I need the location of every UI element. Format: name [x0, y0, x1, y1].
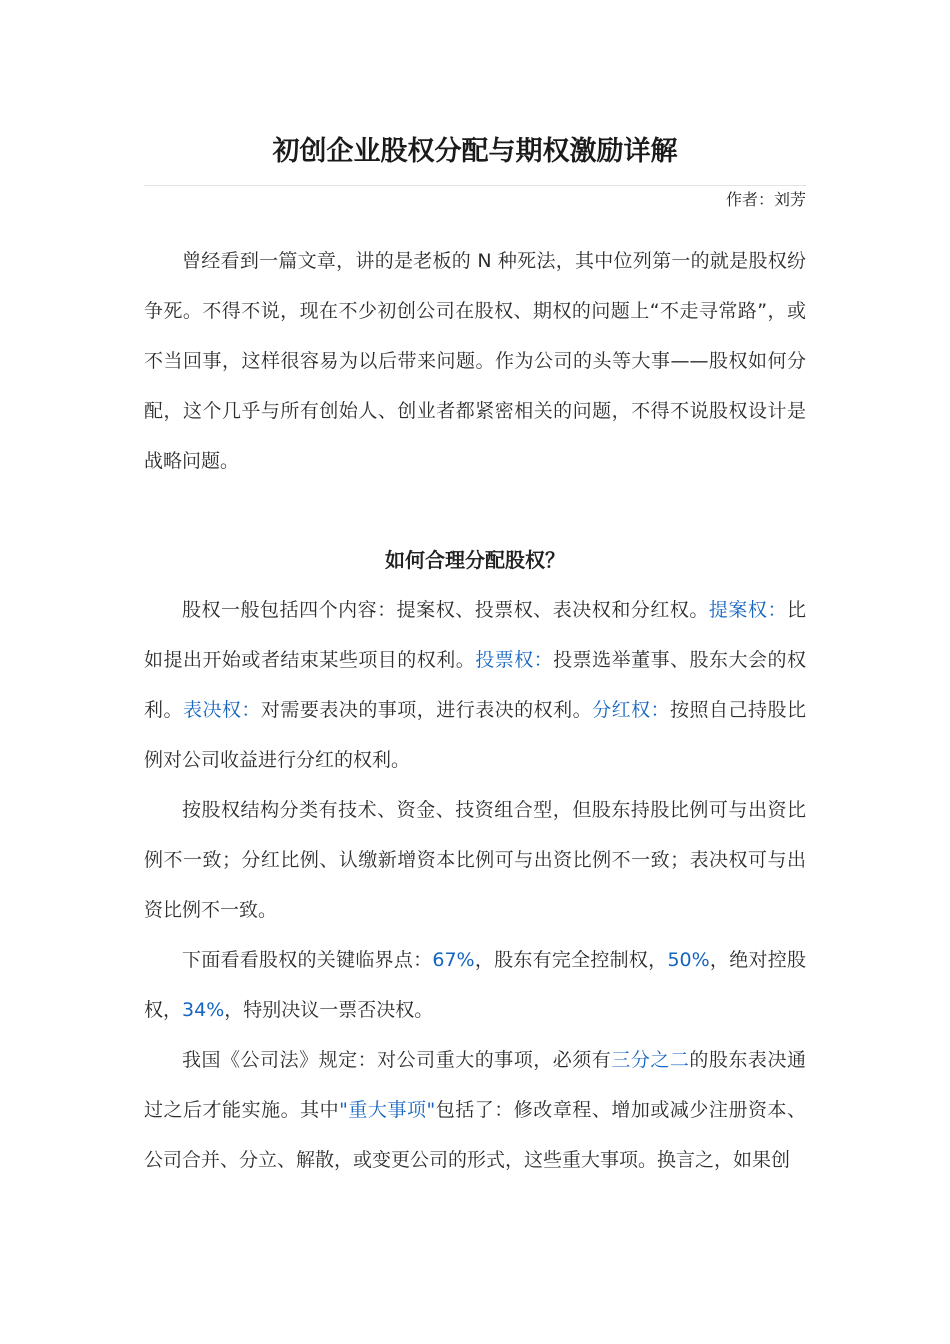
author-line: 作者：刘芳 [725, 190, 806, 209]
title-divider [144, 185, 806, 186]
intro-block [144, 236, 806, 486]
rights-text: 比如提出开始或者结束某些项目的权利。 [144, 599, 806, 671]
rights-text: 按照自己持股比例对公司收益进行分红的权利。 [144, 699, 806, 771]
rights-text: 投票选举董事、股东大会的权利。 [144, 649, 806, 721]
law-text: 我国《公司法》规定：对公司重大的事项，必须有 [182, 1049, 612, 1071]
threshold-text: ，绝对控股权， [144, 949, 806, 1021]
term-proposal-right: 提案权： [708, 599, 787, 621]
document-title: 初创企业股权分配与期权激励详解 [272, 136, 678, 167]
two-thirds-term: 三分之二 [611, 1049, 690, 1071]
threshold-text: 下面看看股权的关键临界点： [182, 949, 433, 971]
rights-paragraph [144, 585, 806, 785]
company-law-paragraph [144, 1035, 806, 1185]
threshold-text: ，特别决议一票否决权。 [224, 999, 434, 1021]
structure-paragraph: 按股权结构分类有技术、资金、技资组合型，但股东持股比例可与出资比例不一致；分红比例、认缴新增资本比例可与出资比例不一致；表决权可与出资比例不一致。 [144, 799, 806, 921]
term-dividend-right: 分红权： [592, 699, 671, 721]
law-text: 的股东表决通过之后才能实施。其中 [144, 1049, 806, 1121]
term-resolution-right: 表决权： [182, 699, 261, 721]
major-matters-term: "重大事项" [339, 1099, 436, 1121]
law-text: 包括了：修改章程、增加或减少注册资本、公司合并、分立、解散，或变更公司的形式，这些重大事项。换言之，如果创 [144, 1099, 806, 1171]
section-body [144, 585, 806, 1185]
threshold-67: 67% [432, 949, 475, 971]
threshold-text: ，股东有完全控制权， [474, 949, 668, 971]
threshold-50: 50% [667, 949, 710, 971]
threshold-34: 34% [182, 999, 225, 1021]
rights-text: 股权一般包括四个内容：提案权、投票权、表决权和分红权。 [182, 599, 709, 621]
intro-paragraph: 曾经看到一篇文章，讲的是老板的 N 种死法，其中位列第一的就是股权纷争死。不得不说，现在不少初创公司在股权、期权的问题上“不走寻常路”，或不当回事，这样很容易为以后带来问题。作为公司的头等大事——股权如何分配，这个几乎与所有创始人、创业者都紧密相关的问题，不得不说股权设计是战略问题。 [144, 250, 806, 472]
rights-text: 对需要表决的事项，进行表决的权利。 [260, 699, 593, 721]
section-heading: 如何合理分配股权？ [385, 548, 565, 572]
term-voting-right: 投票权： [475, 649, 554, 671]
threshold-paragraph [144, 935, 806, 1035]
